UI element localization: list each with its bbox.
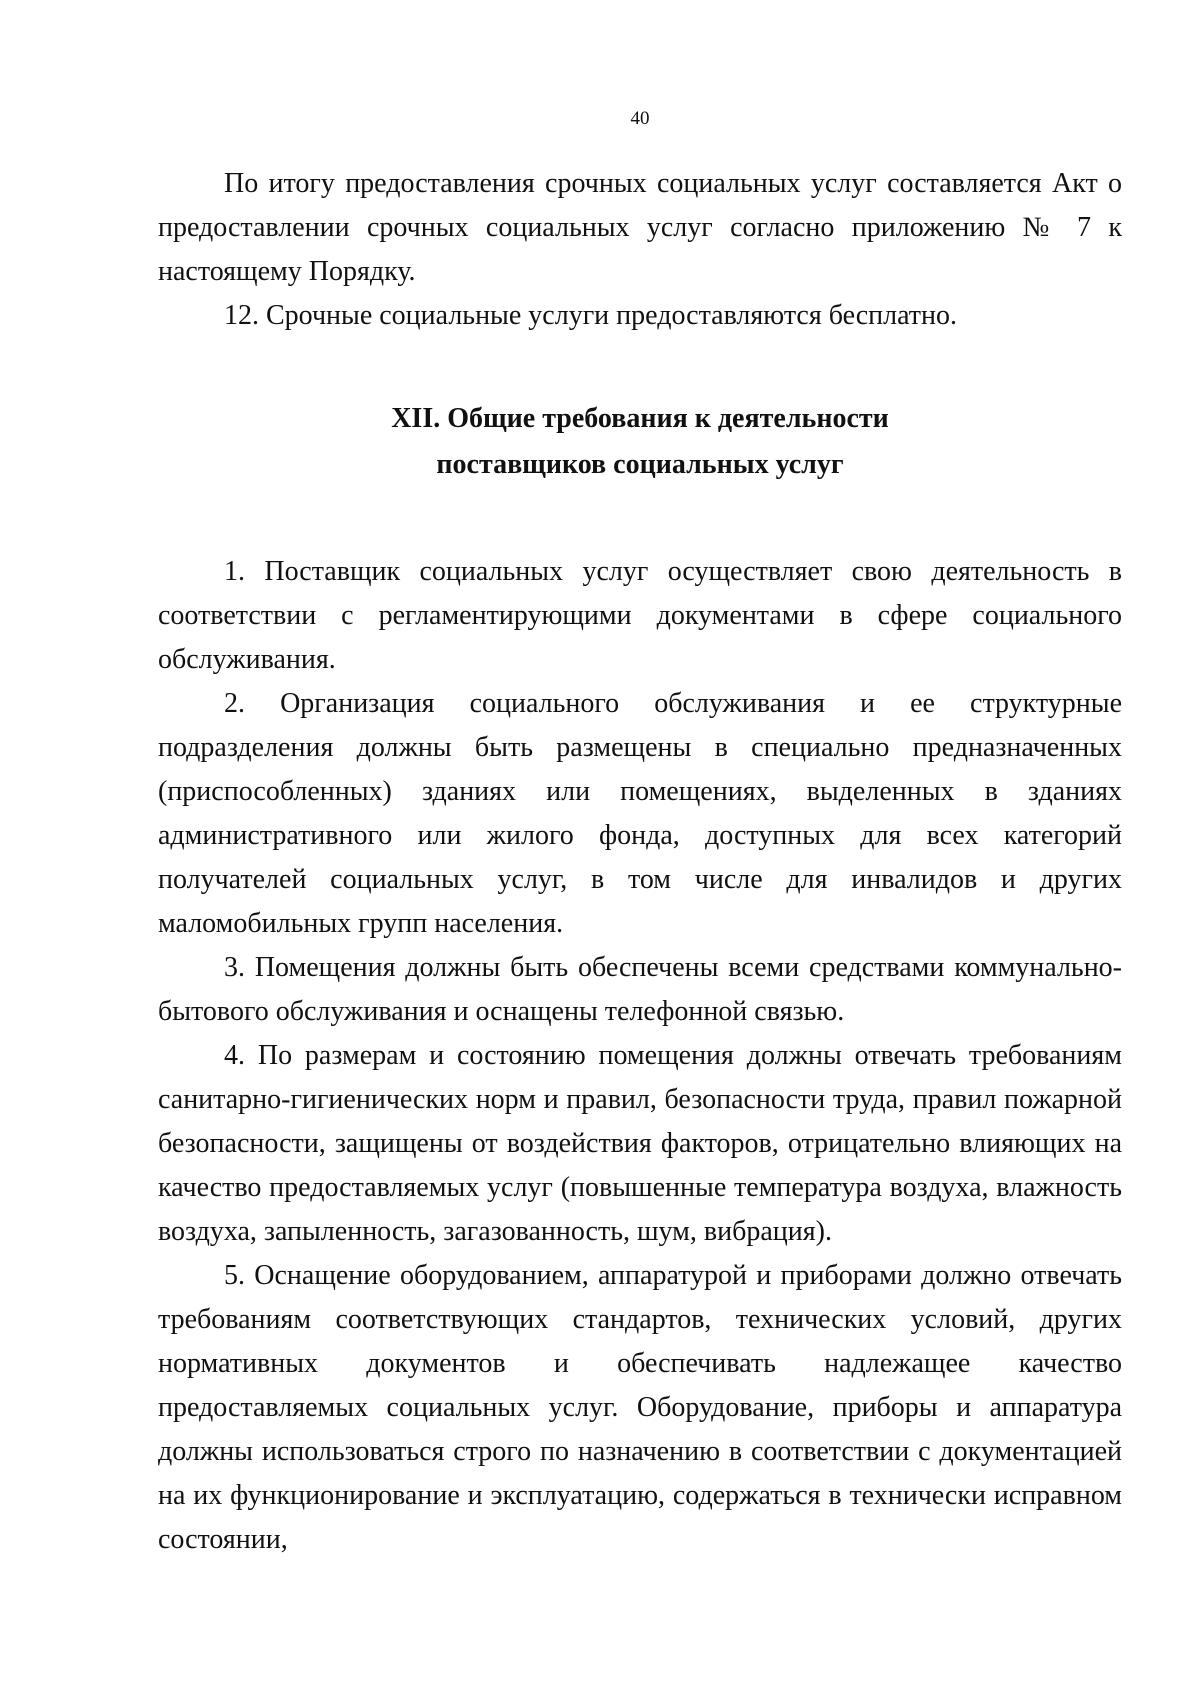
section-heading-line-2: поставщиков социальных услуг [436, 449, 844, 480]
section-heading-line-1: XII. Общие требования к деятельности [391, 403, 889, 434]
paragraph-12-free-services: 12. Срочные социальные услуги предоставляются бесплатно. [224, 300, 958, 331]
section-heading [158, 338, 1122, 550]
document-body [158, 162, 1122, 1562]
paragraph-1-provider-activity: 1. Поставщик социальных услуг осуществляет свою деятельность в соответствии с регламентирующими документами в сфере социального обслуживания. [158, 556, 1122, 675]
paragraph-2-premises-placement: 2. Организация социального обслуживания и ее структурные подразделения должны быть размещены в специально предназначенных (приспособленных) зданиях или помещениях, выделенных в зданиях административного или жилого фонда, доступных для всех категорий получателей социальных услуг, в том числе для инвалидов и других маломобильных групп населения. [158, 688, 1122, 939]
page-number: 40 [630, 108, 650, 129]
paragraph-5-equipment-standards: 5. Оснащение оборудованием, аппаратурой и приборами должно отвечать требованиям соответствующих стандартов, технических условий, других нормативных документов и обеспечивать надлежащее качество предоставляемых социальных услуг. Оборудование, приборы и аппаратура должны использоваться строго по назначению в соответствии с документацией на их функционирование и эксплуатацию, содержаться в технически исправном состоянии, [158, 1260, 1122, 1555]
paragraph-act-of-urgent-services: По итогу предоставления срочных социальных услуг составляется Акт о предоставлении срочных социальных услуг согласно приложению № 7 к настоящему Порядку. [158, 168, 1122, 287]
paragraph-3-premises-equipment: 3. Помещения должны быть обеспечены всеми средствами коммунально-бытового обслуживания и оснащены телефонной связью. [158, 952, 1122, 1027]
paragraph-4-premises-requirements: 4. По размерам и состоянию помещения должны отвечать требованиям санитарно-гигиенических норм и правил, безопасности труда, правил пожарной безопасности, защищены от воздействия факторов, отрицательно влияющих на качество предоставляемых услуг (повышенные температура воздуха, влажность воздуха, запыленность, загазованность, шум, вибрация). [158, 1040, 1122, 1247]
